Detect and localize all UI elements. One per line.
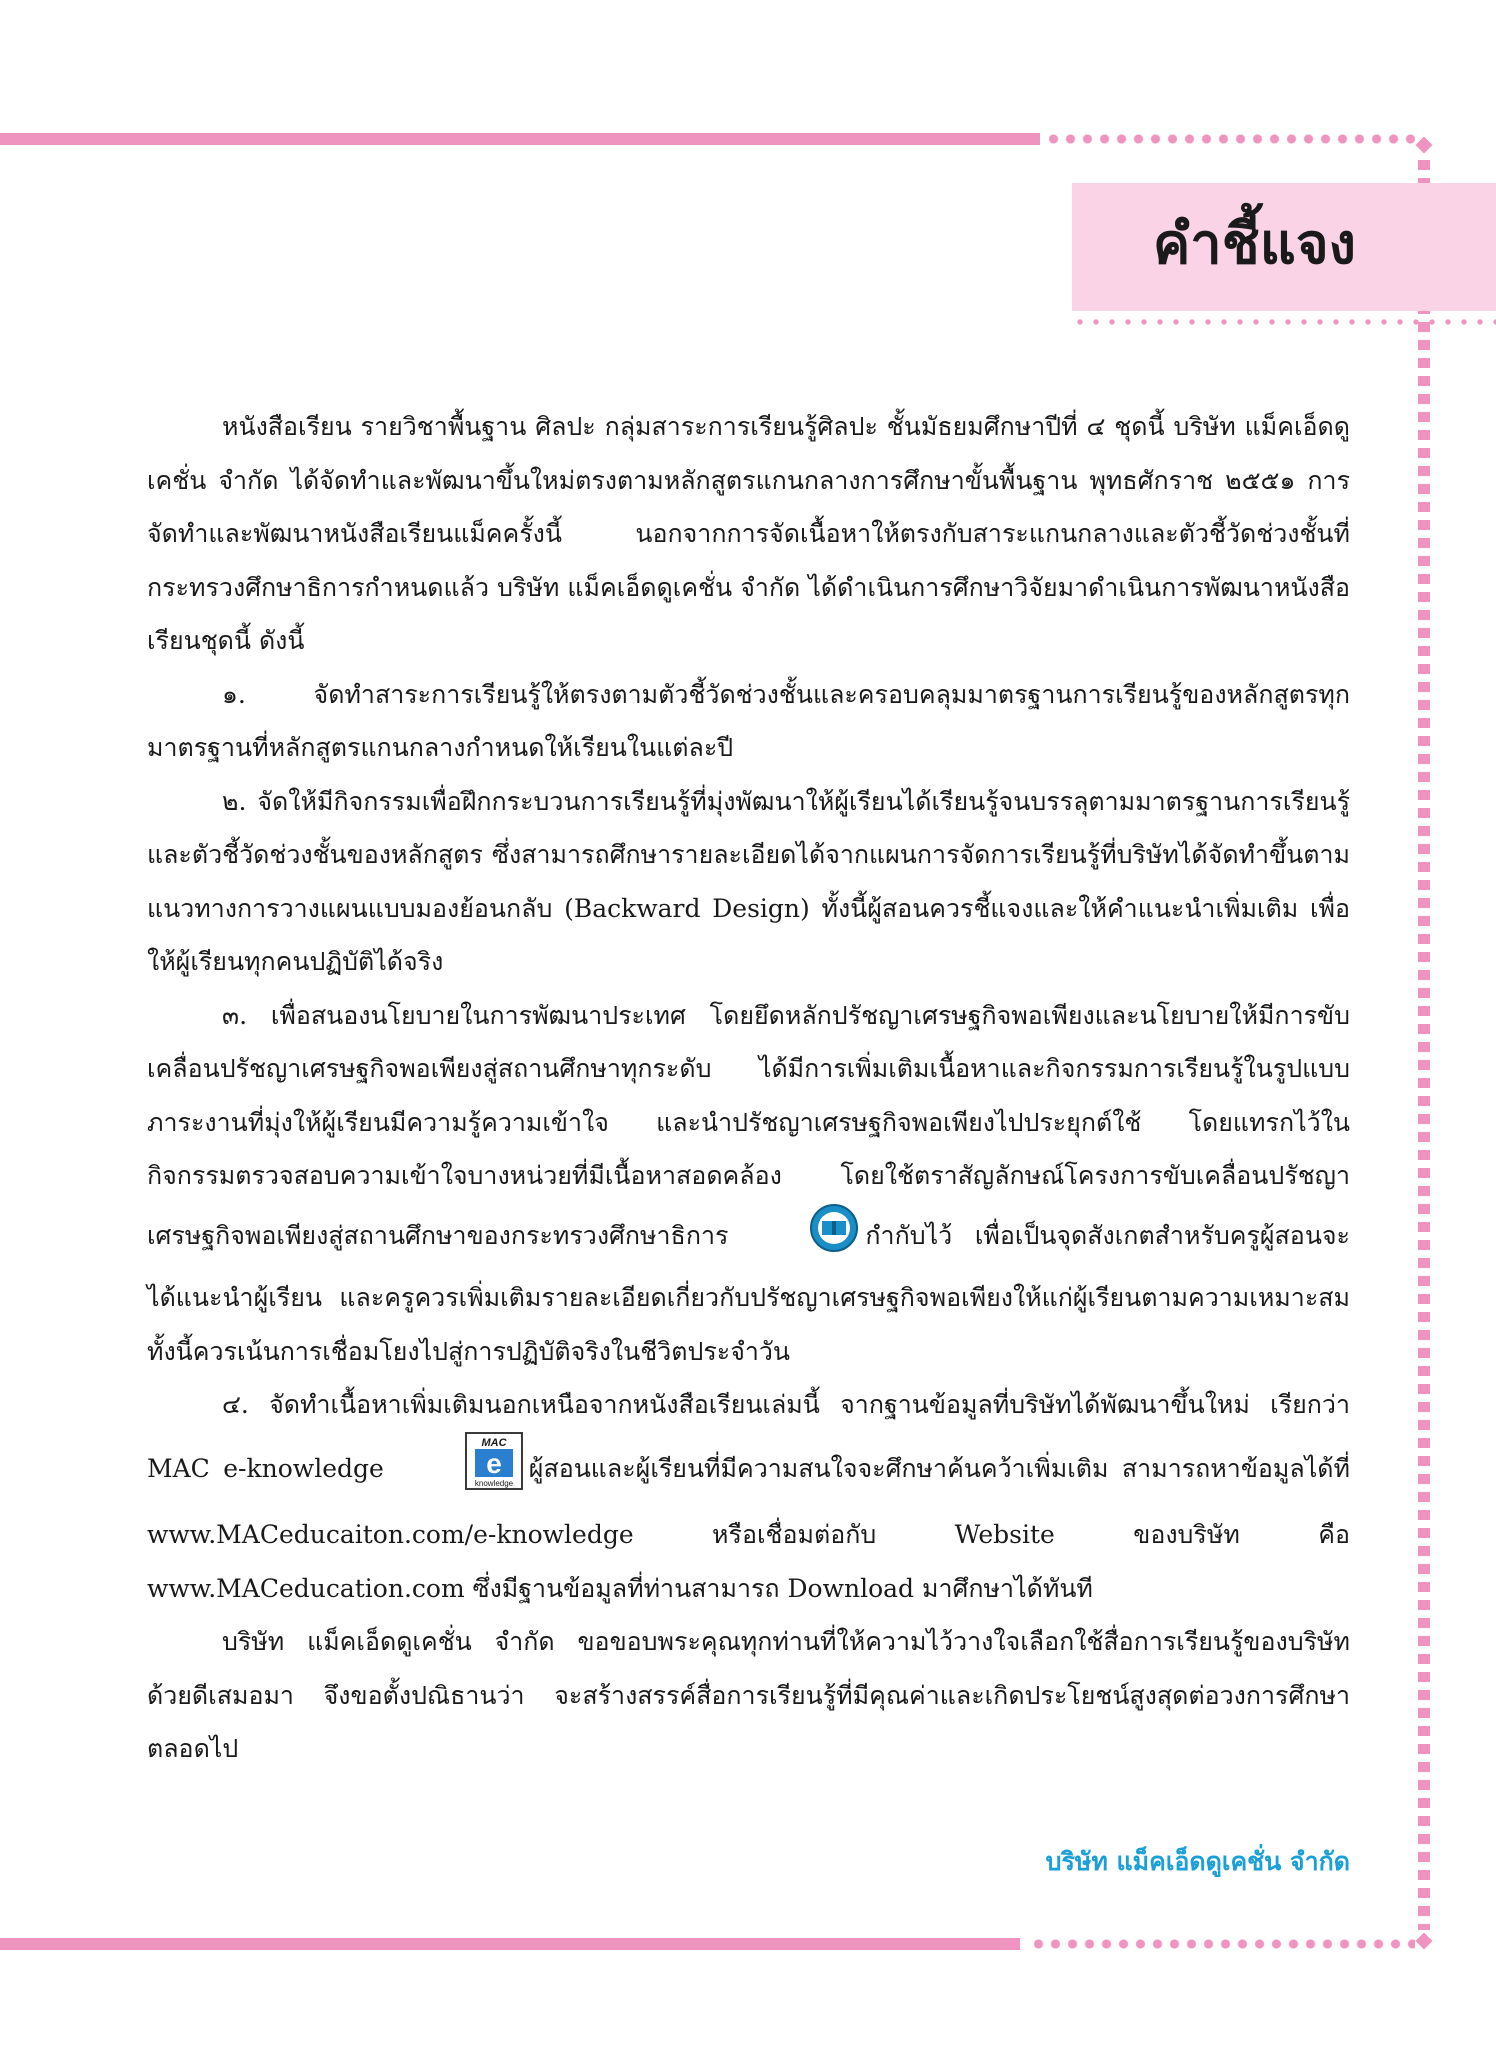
list-item-4	[147, 1378, 1350, 1615]
bottom-border-bar	[0, 1938, 1020, 1950]
sufficiency-economy-logo-icon	[734, 1203, 859, 1272]
list-item-3-text-a: ๓. เพื่อสนองนโยบายในการพัฒนาประเทศ โดยยึดหลักปรัชญาเศรษฐกิจพอเพียงและนโยบายให้มีการขับเคลื่อนปรัชญาเศรษฐกิจพอเพียงสู่สถานศึกษาทุกระดับ ได้มีการเพิ่มเติมเนื้อหาและกิจกรรมการเรียนรู้ในรูปแบบภาระงานที่มุ่งให้ผู้เรียนมีความรู้ความเข้าใจ และนำปรัชญาเศรษฐกิจพอเพียงไปประยุกต์ใช้ โดยแทรกไว้ในกิจกรรมตรวจสอบความเข้าใจบางหน่วยที่มีเนื้อหาสอดคล้อง โดยใช้ตราสัญลักษณ์โครงการขับเคลื่อนปรัชญาเศรษฐกิจพอเพียงสู่สถานศึกษาของกระทรวงศึกษาธิการ	[147, 1000, 1350, 1250]
mac-e-knowledge-logo-icon	[390, 1432, 523, 1509]
svg-text:knowledge: knowledge	[474, 1478, 513, 1488]
list-item-3	[147, 989, 1350, 1379]
title-banner	[1072, 183, 1496, 311]
top-border-bar	[0, 133, 1040, 145]
list-item-2: ๒. จัดให้มีกิจกรรมเพื่อฝึกกระบวนการเรียนรู้ที่มุ่งพัฒนาให้ผู้เรียนได้เรียนรู้จนบรรลุตามมาตรฐานการเรียนรู้และตัวชี้วัดช่วงชั้นของหลักสูตร ซึ่งสามารถศึกษารายละเอียดได้จากแผนการจัดการเรียนรู้ที่บริษัทได้จัดทำขึ้นตามแนวทางการวางแผนแบบมองย้อนกลับ (Backward Design) ทั้งนี้ผู้สอนควรชี้แจงและให้คำแนะนำเพิ่มเติม เพื่อให้ผู้เรียนทุกคนปฏิบัติได้จริง	[147, 786, 1350, 976]
top-border-dots	[1045, 133, 1415, 145]
bottom-border-dots	[1030, 1938, 1415, 1950]
list-item-3-text-b: กำกับไว้ เพื่อเป็นจุดสังเกตสำหรับครูผู้สอนจะได้แนะนำผู้เรียน และครูควรเพิ่มเติมรายละเอียดเกี่ยวกับปรัชญาเศรษฐกิจพอเพียงให้แก่ผู้เรียนตามความเหมาะสม ทั้งนี้ควรเน้นการเชื่อมโยงไปสู่การปฏิบัติจริงในชีวิตประจำวัน	[147, 1220, 1350, 1366]
closing-paragraph: บริษัท แม็คเอ็ดดูเคชั่น จำกัด ขอขอบพระคุณทุกท่านที่ให้ความไว้วางใจเลือกใช้สื่อการเรียนรู้ของบริษัทด้วยดีเสมอมา จึงขอตั้งปณิธานว่า จะสร้างสรรค์สื่อการเรียนรู้ที่มีคุณค่าและเกิดประโยชน์สูงสุดต่อวงการศึกษาตลอดไป	[147, 1627, 1350, 1763]
document-body	[147, 400, 1350, 1776]
list-item-4-text-a: ๔. จัดทำเนื้อหาเพิ่มเติมนอกเหนือจากหนังสือเรียนเล่มนี้ จากฐานข้อมูลที่บริษัทได้พัฒนาขึ้นใหม่ เรียกว่า MAC e-knowledge	[147, 1390, 1350, 1483]
top-corner-ornament	[1416, 137, 1433, 154]
svg-text:MAC: MAC	[481, 1436, 507, 1449]
title-underline-dots	[1072, 318, 1496, 326]
bottom-corner-ornament	[1416, 1933, 1433, 1950]
page-title: คำชี้แจง	[1152, 212, 1356, 277]
intro-paragraph: หนังสือเรียน รายวิชาพื้นฐาน ศิลปะ กลุ่มสาระการเรียนรู้ศิลปะ ชั้นมัธยมศึกษาปีที่ ๔ ชุดนี้ บริษัท แม็คเอ็ดดูเคชั่น จำกัด ได้จัดทำและพัฒนาขึ้นใหม่ตรงตามหลักสูตรแกนกลางการศึกษาขั้นพื้นฐาน พุทธศักราช ๒๕๕๑ การจัดทำและพัฒนาหนังสือเรียนแม็คครั้งนี้ นอกจากการจัดเนื้อหาให้ตรงกับสาระแกนกลางและตัวชี้วัดช่วงชั้นที่กระทรวงศึกษาธิการกำหนดแล้ว บริษัท แม็คเอ็ดดูเคชั่น จำกัด ได้ดำเนินการศึกษาวิจัยมาดำเนินการพัฒนาหนังสือเรียนชุดนี้ ดังนี้	[147, 412, 1350, 655]
list-item-4-text-b: ผู้สอนและผู้เรียนที่มีความสนใจจะศึกษาค้นคว้าเพิ่มเติม สามารถหาข้อมูลได้ที่ www.MACeducaiton.com/e-knowledge หรือเชื่อมต่อกับ Website ของบริษัท คือ www.MACeducation.com ซึ่งมีฐานข้อมูลที่ท่านสามารถ Download มาศึกษาได้ทันที	[147, 1453, 1351, 1603]
right-border-dots	[1418, 160, 1430, 1930]
list-item-1: ๑. จัดทำสาระการเรียนรู้ให้ตรงตามตัวชี้วัดช่วงชั้นและครอบคลุมมาตรฐานการเรียนรู้ของหลักสูตรทุกมาตรฐานที่หลักสูตรแกนกลางกำหนดให้เรียนในแต่ละปี	[147, 679, 1350, 762]
svg-text:e: e	[486, 1447, 502, 1479]
company-signature: บริษัท แม็คเอ็ดดูเคชั่น จำกัด	[1045, 1847, 1350, 1876]
